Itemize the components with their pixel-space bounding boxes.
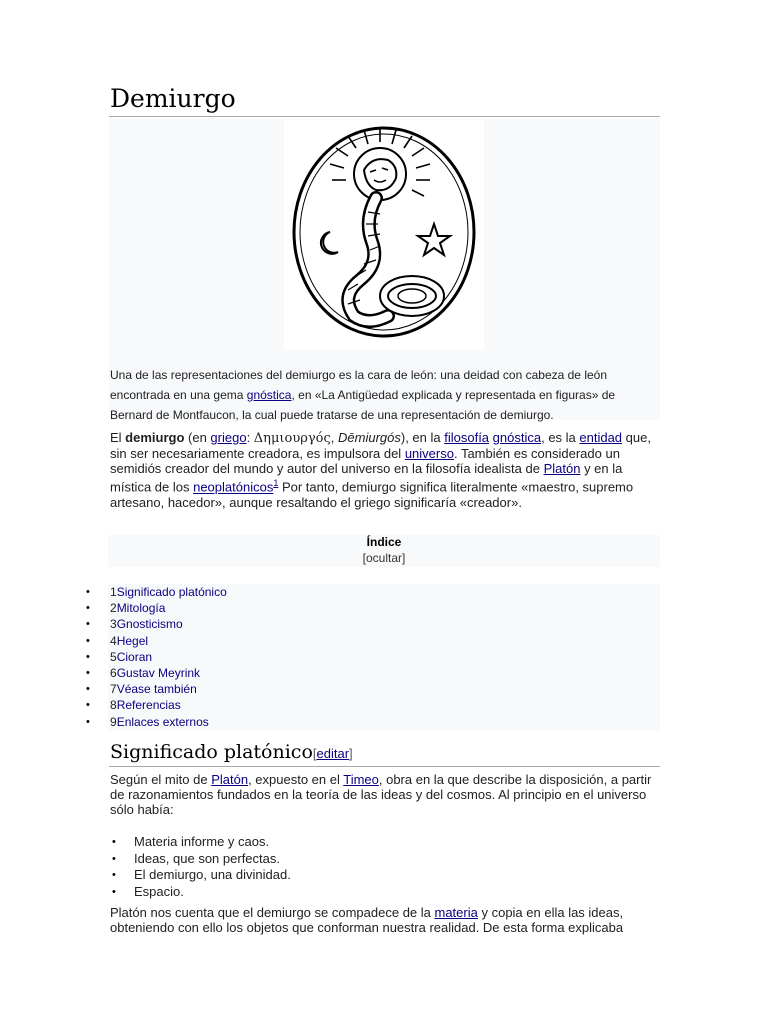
toc-item-label[interactable]: Significado platónico bbox=[116, 585, 227, 599]
toc-item[interactable] bbox=[0, 681, 227, 697]
toc-title: Índice bbox=[366, 535, 402, 549]
edit-bracket-close: ] bbox=[349, 746, 353, 761]
link-materia[interactable]: materia bbox=[434, 905, 478, 920]
link-filosofia[interactable]: filosofía bbox=[444, 430, 490, 445]
intro-text: , es la bbox=[541, 430, 580, 445]
toc-item[interactable] bbox=[0, 697, 227, 713]
intro-text: y en la mística de los bbox=[110, 460, 623, 495]
caption-text-b: , en «La Antigüedad explicada y representada en figuras» de Bernard de Montfaucon, la cual puede tratarse de una representación de demiurgo. bbox=[110, 388, 616, 422]
intro-text: que, sin ser necesariamente creadora, es impulsora del bbox=[110, 430, 651, 461]
intro-text: Por tanto, demiurgo significa literalmente «maestro, supremo artesano, hacedor», aunque resaltando el griego significaría «creador». bbox=[110, 479, 634, 510]
toc-header bbox=[108, 535, 660, 567]
intro-text: . También es considerado un semidiós creador del mundo y autor del universo en la filosofía idealista de bbox=[110, 445, 620, 476]
toc-item-number: 2 bbox=[110, 601, 117, 616]
list-item: • Materia informe y caos. bbox=[110, 834, 291, 851]
list-item: • Ideas, que son perfectas. bbox=[110, 851, 291, 868]
toc-item[interactable] bbox=[0, 600, 227, 616]
toc-item-label[interactable]: Gnosticismo bbox=[116, 617, 183, 632]
para-text: Platón nos cuenta que el demiurgo se compadece de la bbox=[110, 905, 435, 920]
link-timeo[interactable]: Timeo bbox=[343, 772, 379, 787]
section-divider bbox=[109, 766, 660, 767]
intro-text: , bbox=[330, 430, 339, 445]
para-text: Según el mito de bbox=[110, 772, 212, 787]
toc-item[interactable] bbox=[0, 584, 227, 600]
transliteration: Dēmiurgós bbox=[338, 430, 401, 445]
section-edit bbox=[313, 746, 353, 761]
toc-item-label[interactable]: Véase también bbox=[116, 682, 197, 697]
intro-text: ), en la bbox=[400, 430, 445, 445]
list-item: • Espacio. bbox=[110, 884, 291, 901]
link-entidad[interactable]: entidad bbox=[579, 430, 623, 445]
toc-item-label[interactable]: Referencias bbox=[116, 698, 181, 713]
para-text: , expuesto en el bbox=[248, 772, 344, 787]
para-text: , obra en la que describe la disposición, a partir de razonamientos fundados en la teoría de las ideas y del cosmos. Al principio en el universo sólo había: bbox=[110, 772, 652, 817]
reference-1[interactable]: 1 bbox=[273, 478, 279, 489]
section-heading bbox=[110, 741, 353, 763]
section-title: Significado platónico bbox=[110, 741, 313, 763]
toc-item[interactable] bbox=[0, 649, 227, 665]
intro-text: (en bbox=[184, 430, 211, 445]
toc-item-number: 3 bbox=[110, 617, 117, 632]
toc-item-number: 7 bbox=[110, 682, 117, 697]
caption-text-a: Una de las representaciones del demiurgo es la cara de león: una deidad con cabeza de león encontrada en una gema bbox=[110, 368, 608, 402]
edit-link[interactable]: editar bbox=[316, 746, 350, 761]
toc-item-number: 6 bbox=[110, 665, 117, 680]
toc-item-label[interactable]: Cioran bbox=[116, 649, 153, 664]
list-item: • El demiurgo, una divinidad. bbox=[110, 867, 291, 884]
toc-item[interactable] bbox=[0, 633, 227, 649]
toc-item-label[interactable]: Hegel bbox=[116, 633, 149, 648]
greek-term: Δημιουργός bbox=[253, 431, 331, 446]
toc-toggle[interactable]: [ocultar] bbox=[362, 551, 406, 565]
link-gnostica[interactable]: gnóstica bbox=[492, 430, 542, 445]
lion-headed-serpent-gem-image[interactable] bbox=[284, 120, 484, 350]
link-platon[interactable]: Platón bbox=[543, 460, 581, 476]
link-gnostica-caption[interactable]: gnóstica bbox=[246, 388, 292, 402]
gem-illustration bbox=[284, 120, 484, 350]
intro-text: : bbox=[246, 430, 254, 445]
toc-item[interactable] bbox=[0, 665, 227, 681]
toc-item[interactable] bbox=[0, 616, 227, 632]
title-divider bbox=[109, 116, 660, 117]
link-griego[interactable]: griego bbox=[210, 430, 247, 445]
intro-paragraph bbox=[110, 431, 658, 510]
toc-item-number: 9 bbox=[110, 714, 117, 729]
paragraph-platon-mito bbox=[110, 773, 658, 817]
toc-item-label[interactable]: Enlaces externos bbox=[116, 714, 209, 729]
toc-item-label[interactable]: Mitología bbox=[116, 601, 166, 616]
link-platon-2[interactable]: Platón bbox=[211, 772, 249, 787]
page-title: Demiurgo bbox=[110, 84, 236, 113]
figure-caption bbox=[110, 365, 650, 425]
link-universo[interactable]: universo bbox=[404, 445, 454, 461]
edit-bracket-open: [ bbox=[312, 746, 317, 761]
paragraph-demiurgo-materia bbox=[110, 906, 658, 936]
toc-item-label[interactable]: Gustav Meyrink bbox=[116, 665, 201, 680]
toc-list bbox=[0, 584, 227, 730]
link-neoplatonicos[interactable]: neoplatónicos bbox=[193, 479, 274, 495]
toc-item-number: 8 bbox=[110, 698, 117, 713]
origins-list bbox=[110, 834, 291, 900]
intro-text: El bbox=[110, 430, 126, 445]
para-text: y copia en ella las ideas, obteniendo con ello los objetos que conforman nuestra realidad. De esta forma explicaba bbox=[110, 905, 624, 935]
toc-item-number: 1 bbox=[110, 585, 117, 599]
intro-bold-term: demiurgo bbox=[125, 430, 185, 445]
toc-item-number: 5 bbox=[110, 649, 117, 664]
toc-item-number: 4 bbox=[110, 633, 117, 648]
toc-item[interactable] bbox=[0, 714, 227, 730]
